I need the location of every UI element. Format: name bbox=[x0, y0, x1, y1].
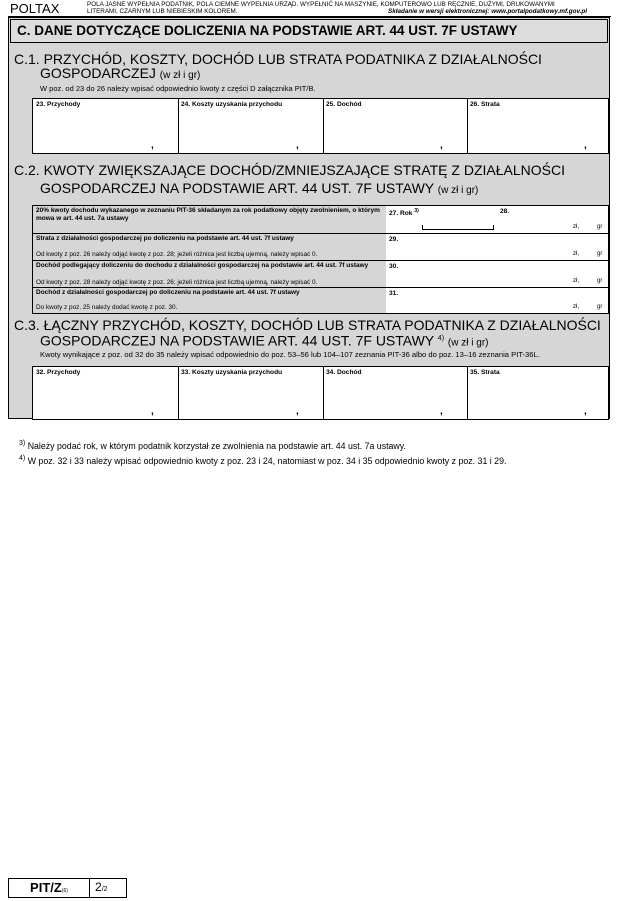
field-label: 31. bbox=[389, 290, 399, 297]
brand-logo: POLTAX bbox=[10, 1, 60, 16]
section-c1-title-line1: C.1. PRZYCHÓD, KOSZTY, DOCHÓD LUB STRATA PODATNIKA Z DZIAŁALNOŚCI bbox=[14, 51, 542, 67]
c2-row-30 bbox=[33, 261, 608, 288]
field-label: 33. Koszty uzyskania przychodu bbox=[181, 369, 283, 376]
zl-unit: zł, bbox=[573, 278, 579, 284]
section-c1-title-line2: GOSPODARCZEJ bbox=[40, 65, 156, 81]
footnote-3 bbox=[19, 440, 406, 451]
field-label: 29. bbox=[389, 236, 399, 243]
zl-unit: zł, bbox=[573, 304, 579, 310]
field-25-dochod[interactable] bbox=[323, 99, 468, 153]
footnote-ref: 3) bbox=[414, 208, 419, 214]
zl-unit: zł, bbox=[573, 251, 579, 257]
decimal-comma: , bbox=[584, 406, 587, 417]
footnote-text: W poz. 32 i 33 należy wpisać odpowiednio kwoty z poz. 23 i 24, natomiast w poz. 34 i 35 odpowiednio kwoty z poz. 31 i 29. bbox=[27, 455, 507, 466]
field-label: 35. Strata bbox=[470, 369, 500, 376]
row-description: Dochód podlegający doliczeniu do dochodu z działalności gospodarczej na podstawie art. 44 ust. 7f ustawy bbox=[36, 262, 369, 269]
form-id-box bbox=[8, 878, 127, 898]
page-current: 2 bbox=[95, 880, 102, 894]
footnote-ref: 4) bbox=[437, 335, 445, 342]
field-27-rok[interactable] bbox=[386, 206, 498, 233]
footnote-number: 3) bbox=[19, 440, 26, 447]
field-label: 32. Przychody bbox=[36, 369, 81, 376]
field-label: 23. Przychody bbox=[36, 101, 81, 108]
section-c1-title bbox=[14, 52, 542, 83]
field-26-strata[interactable] bbox=[467, 99, 608, 153]
c3-fields-row bbox=[32, 366, 609, 420]
field-23-przychody[interactable] bbox=[33, 99, 179, 153]
section-c3-title-line1: C.3. ŁĄCZNY PRZYCHÓD, KOSZTY, DOCHÓD LUB STRATA PODATNIKA Z DZIAŁALNOŚCI bbox=[14, 317, 601, 333]
field-29[interactable] bbox=[386, 234, 608, 260]
footnote-4 bbox=[19, 455, 506, 466]
field-28[interactable] bbox=[497, 206, 608, 233]
field-34-dochod[interactable] bbox=[323, 367, 468, 419]
row-description: Strata z działalności gospodarczej po doliczeniu na podstawie art. 44 ust. 7f ustawy bbox=[36, 235, 294, 242]
section-c2-title bbox=[14, 163, 565, 198]
field-32-przychody[interactable] bbox=[33, 367, 179, 419]
page-total: /2 bbox=[101, 886, 108, 893]
field-label: 30. bbox=[389, 263, 399, 270]
row-description: Dochód z działalności gospodarczej po doliczeniu na podstawie art. 44 ust. 7f ustawy bbox=[36, 289, 300, 296]
field-33-koszty[interactable] bbox=[178, 367, 324, 419]
section-c1-unit: (w zł i gr) bbox=[159, 70, 201, 81]
gr-unit: gr bbox=[597, 251, 603, 257]
decimal-comma: , bbox=[151, 406, 154, 417]
section-c-title: C. DANE DOTYCZĄCE DOLICZENIA NA PODSTAWIE ART. 44 UST. 7F USTAWY bbox=[10, 19, 608, 43]
gr-unit: gr bbox=[597, 304, 603, 310]
row-description: 20% kwoty dochodu wykazanego w zeznaniu PIT-36 składanym za rok podatkowy objęty zwolnieniem, o którym mowa w art. 44 ust. 7a ustawy bbox=[36, 207, 380, 222]
section-c3-title bbox=[14, 318, 601, 351]
instructions-text: POLA JASNE WYPEŁNIA PODATNIK, POLA CIEMNE WYPEŁNIA URZĄD. WYPEŁNIĆ NA MASZYNIE, KOMPUTEROWO LUB RĘCZNIE, DUŻYMI, DRUKOWANYMI LITERAMI, CZARNYM LUB NIEBIESKIM KOLOREM. bbox=[87, 1, 555, 16]
electronic-filing-note: Składanie w wersji elektronicznej: www.portalpodatkowy.mf.gov.pl bbox=[388, 8, 587, 15]
row-instruction: Do kwoty z poz. 25 należy dodać kwotę z poz. 30. bbox=[36, 304, 178, 311]
section-c2-unit: (w zł i gr) bbox=[437, 185, 479, 196]
section-c3-unit: (w zł i gr) bbox=[447, 337, 489, 349]
decimal-comma: , bbox=[151, 140, 154, 151]
row-instruction: Od kwoty z poz. 28 należy odjąć kwotę z poz. 26; jeżeli różnica jest liczbą ujemną, należy wpisać 0. bbox=[36, 279, 318, 286]
field-label: 26. Strata bbox=[470, 101, 500, 108]
row-instruction: Od kwoty z poz. 26 należy odjąć kwotę z poz. 28; jeżeli różnica jest liczbą ujemną, należy wpisać 0. bbox=[36, 251, 318, 258]
field-35-strata[interactable] bbox=[467, 367, 608, 419]
c1-fields-row bbox=[32, 98, 609, 154]
field-31[interactable] bbox=[386, 288, 608, 313]
zl-unit: zł, bbox=[573, 224, 579, 230]
page-number bbox=[95, 880, 108, 894]
field-24-koszty[interactable] bbox=[178, 99, 324, 153]
form-name: PIT/Z bbox=[30, 880, 62, 895]
section-c3-note: Kwoty wynikające z poz. od 32 do 35 należy wpisać odpowiednio do poz. 53–56 lub 104–107 zeznania PIT-36 albo do poz. 13–16 zeznania PIT-36L. bbox=[40, 350, 540, 359]
field-30[interactable] bbox=[386, 261, 608, 287]
footnote-text: Należy podać rok, w którym podatnik korzystał ze zwolnienia na podstawie art. 44 ust. 7a ustawy. bbox=[27, 440, 406, 451]
c2-row-31 bbox=[33, 288, 608, 313]
decimal-comma: , bbox=[296, 406, 299, 417]
section-c2-title-line1: C.2. KWOTY ZWIĘKSZAJĄCE DOCHÓD/ZMNIEJSZAJĄCE STRATĘ Z DZIAŁALNOŚCI bbox=[14, 162, 565, 178]
decimal-comma: , bbox=[584, 140, 587, 151]
footnote-number: 4) bbox=[19, 455, 26, 462]
gr-unit: gr bbox=[597, 278, 603, 284]
section-c3-title-line2: GOSPODARCZEJ NA PODSTAWIE ART. 44 UST. 7F USTAWY bbox=[40, 332, 434, 349]
gr-unit: gr bbox=[597, 224, 603, 230]
field-label: 25. Dochód bbox=[326, 101, 362, 108]
decimal-comma: , bbox=[440, 406, 443, 417]
section-c2-title-line2: GOSPODARCZEJ NA PODSTAWIE ART. 44 UST. 7F USTAWY bbox=[40, 180, 434, 196]
year-tick-box bbox=[422, 225, 494, 230]
c2-row-20-percent bbox=[33, 206, 608, 234]
decimal-comma: , bbox=[440, 140, 443, 151]
field-label: 27. Rok bbox=[389, 210, 413, 218]
section-c1-note: W poz. od 23 do 26 należy wpisać odpowiednio kwoty z części D załącznika PIT/B. bbox=[40, 84, 316, 93]
field-label: 24. Koszty uzyskania przychodu bbox=[181, 101, 283, 108]
decimal-comma: , bbox=[296, 140, 299, 151]
field-label: 28. bbox=[500, 208, 510, 215]
c2-table bbox=[32, 205, 609, 314]
c2-row-29 bbox=[33, 234, 608, 261]
fill-instructions bbox=[87, 1, 587, 16]
field-label: 34. Dochód bbox=[326, 369, 362, 376]
form-version: (6) bbox=[61, 888, 68, 894]
